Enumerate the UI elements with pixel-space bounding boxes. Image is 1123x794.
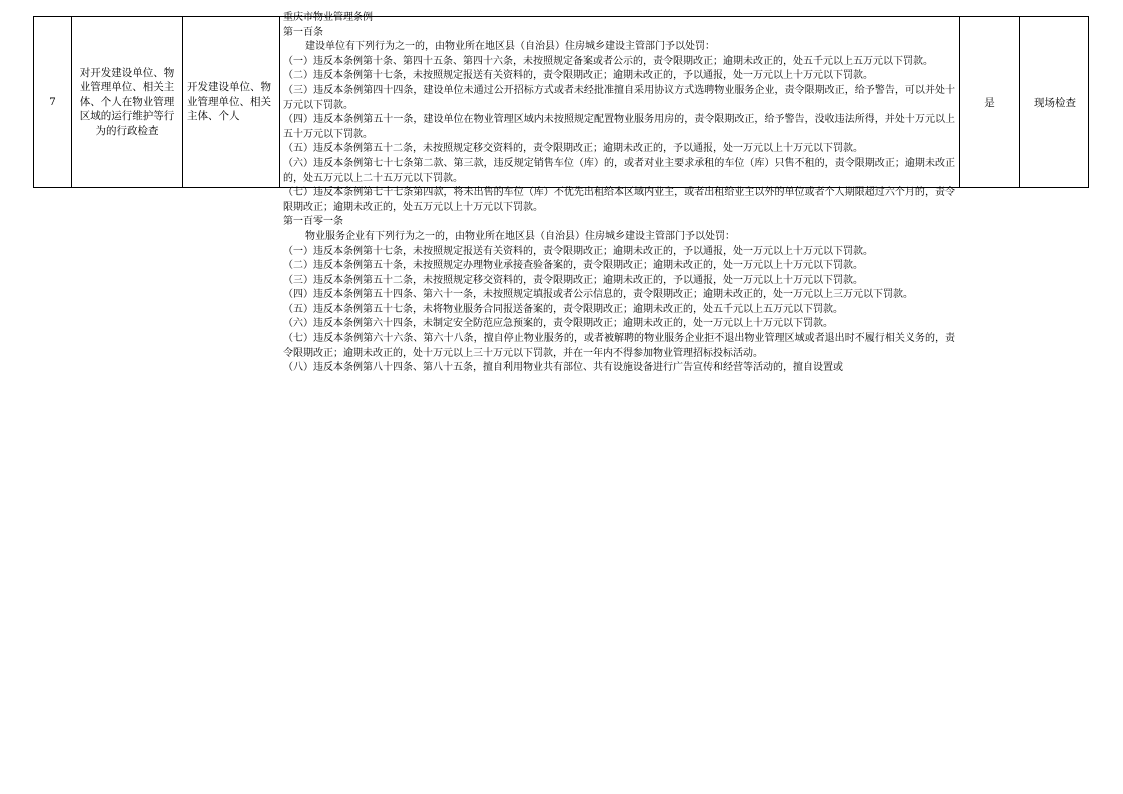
legal-basis-text bbox=[283, 11, 955, 376]
inspection-subject: 开发建设单位、物业管理单位、相关主体、个人 bbox=[187, 81, 271, 123]
row-index: 7 bbox=[49, 96, 56, 108]
basis-line: 重庆市物业管理条例 bbox=[283, 12, 373, 23]
basis-line: （七）违反本条例第六十六条、第六十八条，擅自停止物业服务的，或者被解聘的物业服务企业拒不退出物业管理区域或者退出时不履行相关义务的，责令限期改正；逾期未改正的，处十万元以上三十万元以下罚款，并在一年内不得参加物业管理招标投标活动。 bbox=[283, 333, 955, 359]
cell-subject bbox=[183, 17, 280, 187]
cell-onsite-flag bbox=[960, 17, 1020, 187]
basis-line: 第一百条 bbox=[283, 26, 323, 38]
item-name: 对开发建设单位、物业管理单位、相关主体、个人在物业管理区域的运行维护等行为的行政检查 bbox=[79, 66, 175, 137]
basis-line: （七）违反本条例第七十七条第四款，将未出售的车位（库）不优先出租给本区域内业主，或者出租给业主以外的单位或者个人期限超过六个月的，责令限期改正；逾期未改正的，处五万元以上十万元以下罚款。 bbox=[283, 187, 955, 213]
cell-method bbox=[1020, 17, 1090, 187]
basis-line: （一）违反本条例第十条、第四十五条、第四十六条，未按照规定备案或者公示的，责令限期改正；逾期未改正的，处五千元以上五万元以下罚款。 bbox=[283, 55, 933, 67]
onsite-flag: 是 bbox=[984, 96, 995, 109]
basis-line: （五）违反本条例第五十二条，未按照规定移交资料的，责令限期改正；逾期未改正的，予以通报，处一万元以上十万元以下罚款。 bbox=[283, 143, 863, 155]
basis-line: （四）违反本条例第五十一条，建设单位在物业管理区域内未按照规定配置物业服务用房的，责令限期改正，给予警告，没收违法所得，并处十万元以上五十万元以下罚款。 bbox=[283, 114, 955, 140]
basis-line: （五）违反本条例第五十七条，未将物业服务合同报送备案的，责令限期改正；逾期未改正的，处五千元以上五万元以下罚款。 bbox=[283, 303, 843, 315]
cell-legal-basis bbox=[280, 12, 960, 374]
basis-line: （三）违反本条例第五十二条，未按照规定移交资料的，责令限期改正；逾期未改正的，予以通报，处一万元以上十万元以下罚款。 bbox=[283, 274, 863, 286]
basis-line: （八）违反本条例第八十四条、第八十五条，擅自利用物业共有部位、共有设施设备进行广告宣传和经营等活动的，擅自设置或 bbox=[283, 362, 843, 374]
inspection-method: 现场检查 bbox=[1034, 96, 1076, 109]
inspection-table bbox=[33, 12, 1089, 374]
basis-line: （二）违反本条例第十七条，未按照规定报送有关资料的，责令限期改正；逾期未改正的，予以通报，处一万元以上十万元以下罚款。 bbox=[283, 70, 873, 82]
cell-index bbox=[34, 17, 72, 187]
basis-line: （一）违反本条例第十七条，未按照规定报送有关资料的，责令限期改正；逾期未改正的，予以通报，处一万元以上十万元以下罚款。 bbox=[283, 245, 873, 257]
basis-line: （二）违反本条例第五十条，未按照规定办理物业承接查验备案的，责令限期改正；逾期未改正的，处一万元以上十万元以下罚款。 bbox=[283, 260, 863, 272]
basis-line: （六）违反本条例第六十四条，未制定安全防范应急预案的，责令限期改正；逾期未改正的，处一万元以上十万元以下罚款。 bbox=[283, 318, 833, 330]
basis-line: （三）违反本条例第四十四条，建设单位未通过公开招标方式或者未经批准擅自采用协议方式选聘物业服务企业，责令限期改正，给予警告，可以并处十万元以下罚款。 bbox=[283, 84, 955, 111]
basis-line: 建设单位有下列行为之一的，由物业所在地区县（自治县）住房城乡建设主管部门予以处罚： bbox=[295, 41, 715, 53]
basis-line: 第一百零一条 bbox=[283, 216, 343, 228]
basis-line: （六）违反本条例第七十七条第二款、第三款，违反规定销售车位（库）的，或者对业主要求承租的车位（库）只售不租的，责令限期改正；逾期未改正的，处五万元以上二十五万元以下罚款。 bbox=[283, 157, 955, 184]
basis-line: （四）违反本条例第五十四条、第六十一条，未按照规定填报或者公示信息的，责令限期改正；逾期未改正的，处一万元以上三万元以下罚款。 bbox=[283, 289, 913, 301]
basis-line: 物业服务企业有下列行为之一的，由物业所在地区县（自治县）住房城乡建设主管部门予以处罚： bbox=[295, 230, 735, 242]
cell-item-name bbox=[72, 17, 183, 187]
